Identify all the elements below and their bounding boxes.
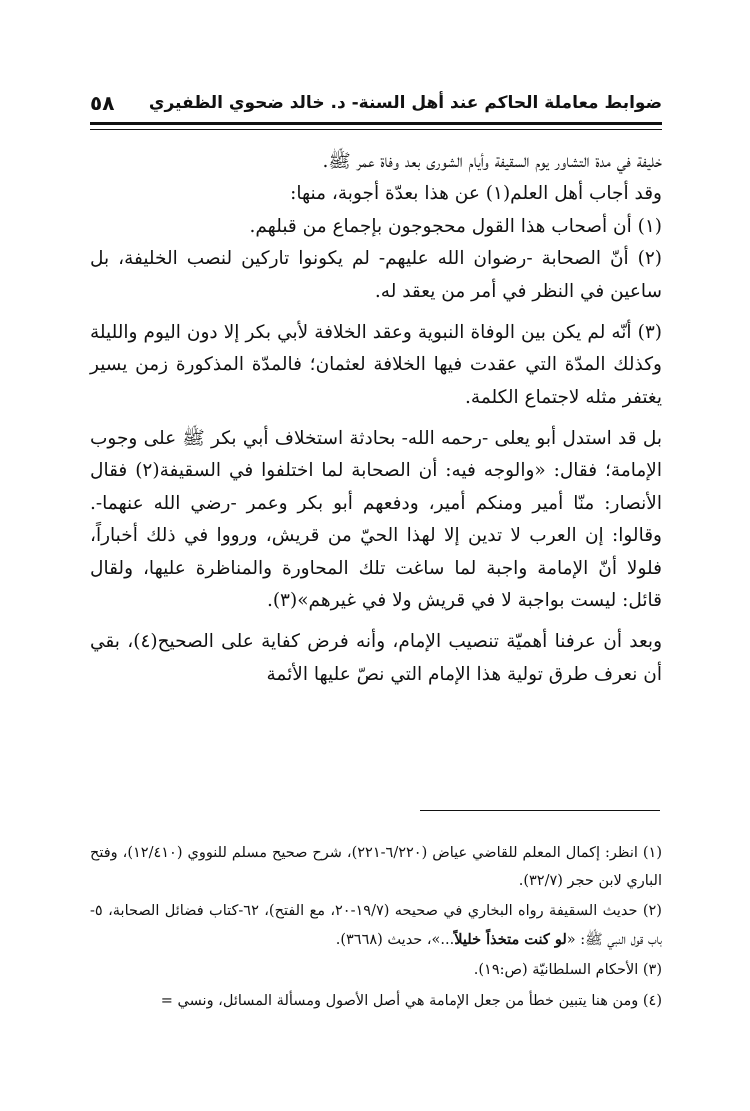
main-text (90, 146, 662, 700)
footnote-4: (٤) ومن هنا يتبين خطأ من جعل الإمامة هي أصل الأصول ومسألة المسائل، ونسي = (160, 992, 662, 1009)
footnote-separator (420, 810, 660, 811)
paragraph: بل قد استدل أبو يعلى -رحمه الله- بحادثة استخلاف أبي بكر ﷺ على وجوب الإمامة؛ فقال: «والوجه فيه: أن الصحابة لما اختلفوا في السقيفة(٢) فقال الأنصار: منّا أمير ومنكم أمير، ودفعهم أبو بكر وعمر -رضي الله عنهما-. وقالوا: إن العرب لا تدين إلا لهذا الحيّ من قريش، ورووا في ذلك أخباراً، فلولا أنّ الإمامة واجبة لما ساغت تلك المحاورة والمناظرة عليها، ولقال قائل: ليست بواجبة لا في قريش ولا في غيرهم»(٣). (90, 428, 662, 611)
page-header (90, 86, 662, 120)
footnote-3: (٣) الأحكام السلطانيّة (ص:١٩). (473, 962, 662, 979)
paragraph: (٢) أنّ الصحابة -رضوان الله عليهم- لم يكونوا تاركين لنصب الخليفة، بل ساعين في النظر في أمر من يعقد له. (90, 248, 662, 302)
footnote-2 (90, 898, 662, 954)
footnote-2-end: ...»، حديث (٣٦٦٨). (335, 931, 455, 948)
footnote-1: (١) انظر: إكمال المعلم للقاضي عياض (٦/٢٢٠-٢٢١)، شرح صحيح مسلم للنووي (١٢/٤١٠)، وفتح الباري لابن حجر (٣٢/٧). (90, 845, 662, 889)
page-number: ٥٨ (90, 91, 115, 115)
paragraph: وبعد أن عرفنا أهميّة تنصيب الإمام، وأنه فرض كفاية على الصحيح(٤)، بقي أن نعرف طرق تولية هذا الإمام التي نصّ عليها الأئمة (90, 631, 663, 685)
footnote-2-text: (٢) حديث السقيفة رواه البخاري في صحيحه (١٩/٧-٢٠، مع الفتح)، ٦٢-كتاب فضائل الصحابة، ٥-باب قول النبي ﷺ: « (90, 903, 662, 948)
hadith-quote: لو كنت متخذاً خليلاً (454, 930, 567, 948)
paragraph: خليفة في مدة التشاور يوم السقيفة وأيام الشورى بعد وفاة عمر ﷺ. (322, 151, 662, 172)
header-rule-thick (90, 122, 662, 125)
paragraph: وقد أجاب أهل العلم(١) عن هذا بعدّة أجوبة، منها: (290, 183, 662, 205)
running-title: ضوابط معاملة الحاكم عند أهل السنة- د. خالد ضحوي الظفيري (148, 93, 662, 113)
paragraph: (١) أن أصحاب هذا القول محجوجون بإجماع من قبلهم. (249, 215, 662, 237)
header-rule-thin (90, 129, 662, 130)
footnotes (90, 840, 662, 1018)
paragraph: (٣) أنّه لم يكن بين الوفاة النبوية وعقد الخلافة لأبي بكر إلا دون اليوم والليلة وكذلك المدّة التي عقدت فيها الخلافة لعثمان؛ فالمدّة المذكورة زمن يسير يغتفر مثله لاجتماع الكلمة. (90, 321, 662, 408)
